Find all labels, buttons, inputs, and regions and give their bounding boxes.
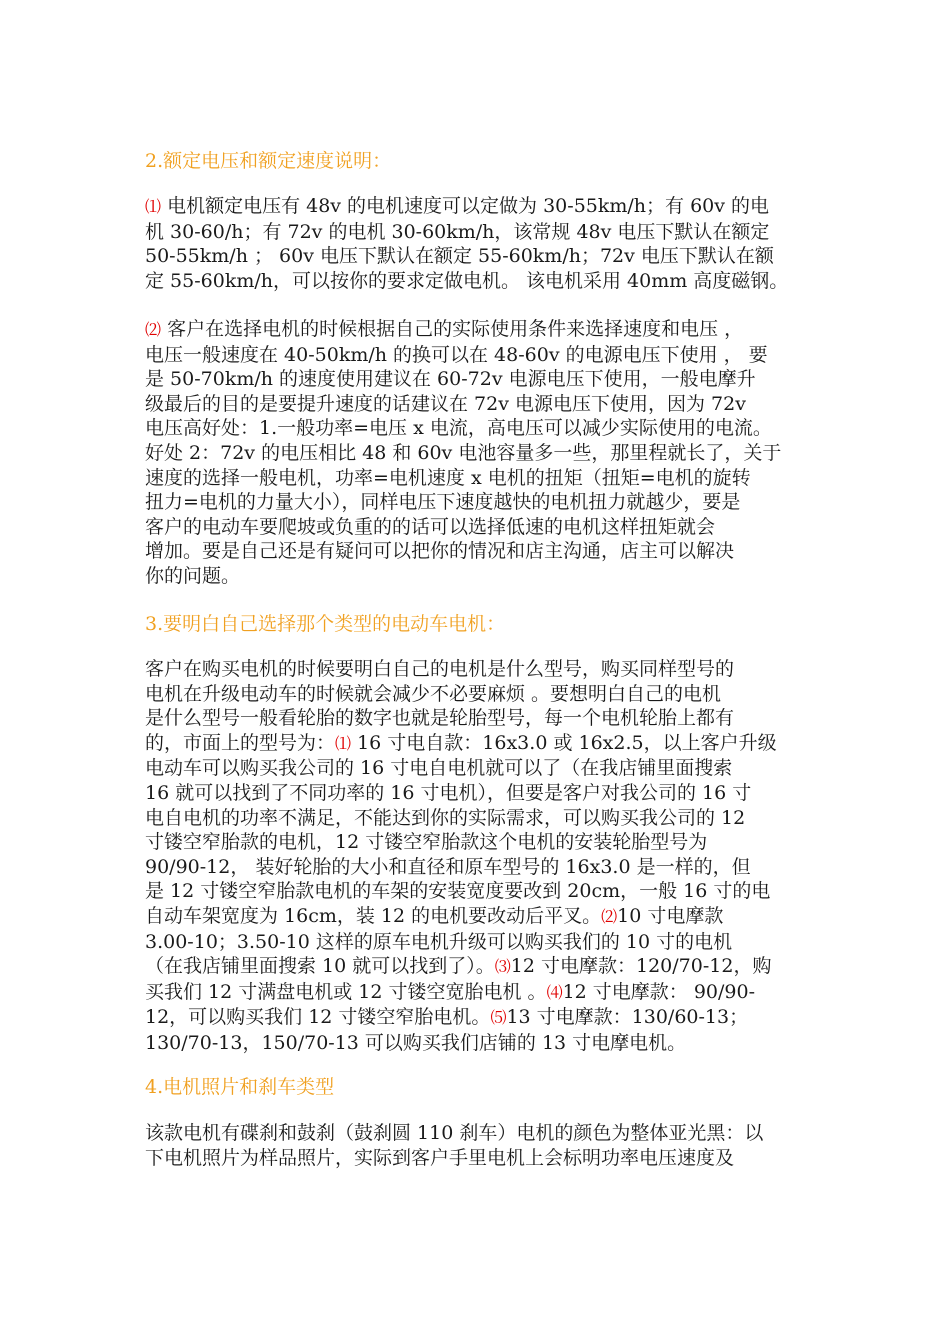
paragraph-line: 级最后的目的是要提升速度的话建议在 72v 电源电压下使用，因为 72v bbox=[145, 392, 746, 415]
paragraph-line: 是什么型号一般看轮胎的数字也就是轮胎型号，每一个电机轮胎上都有 bbox=[145, 707, 735, 730]
paragraph-line: 好处 2：72v 的电压相比 48 和 60v 电池容量多一些，那里程就长了，关于 bbox=[145, 441, 782, 464]
paragraph-line: 电自电机的功率不满足，不能达到你的实际需求，可以购买我公司的 12 bbox=[145, 806, 746, 829]
paragraph-line: 下电机照片为样品照片，实际到客户手里电机上会标明功率电压速度及 bbox=[145, 1146, 735, 1169]
paragraph-line: 定 55-60km/h，可以按你的要求定做电机。 该电机采用 40mm 高度磁钢。 bbox=[145, 269, 789, 292]
paragraph-line: 电动车可以购买我公司的 16 寸电自电机就可以了（在我店铺里面搜索 bbox=[145, 757, 733, 780]
section-2-paragraph-1 bbox=[145, 194, 810, 293]
paragraph-line: 客户的电动车要爬坡或负重的的话可以选择低速的电机这样扭矩就会 bbox=[145, 515, 716, 538]
section-3-heading: 3.要明白自己选择那个类型的电动车电机： bbox=[145, 613, 506, 635]
paragraph-line: 客户在购买电机的时候要明白自己的电机是什么型号，购买同样型号的 bbox=[145, 658, 735, 680]
paragraph-line: 机 30-60/h；有 72v 的电机 30-60km/h，该常规 48v 电压下默认在额定 bbox=[145, 220, 770, 243]
paragraph-line: 是 12 寸镂空窄胎款电机的车架的安装宽度要改到 20cm，一般 16 寸的电 bbox=[145, 880, 771, 903]
paragraph-line: 扭力=电机的力量大小），同样电压下速度越快的电机扭力就越少，要是 bbox=[145, 491, 741, 514]
paragraph-line: 增加。要是自己还是有疑问可以把你的情况和店主沟通，店主可以解决 bbox=[145, 540, 735, 563]
section-2-paragraph-2 bbox=[145, 317, 810, 589]
list-marker: ⑴ bbox=[145, 197, 162, 216]
paragraph-line: （在我店铺里面搜索 10 就可以找到了）。⑶12 寸电摩款：120/70-12，购 bbox=[145, 955, 772, 978]
list-marker: ⑴ bbox=[335, 733, 352, 753]
paragraph-line: ⑵ 客户在选择电机的时候根据自己的实际使用条件来选择速度和电压 ， bbox=[145, 318, 744, 340]
paragraph-line: 你的问题。 bbox=[145, 564, 241, 587]
list-marker: ⑷ bbox=[546, 982, 563, 1002]
list-marker: ⑵ bbox=[145, 320, 162, 339]
paragraph-line: 的，市面上的型号为：⑴ 16 寸电自款：16x3.0 或 16x2.5，以上客户升级 bbox=[145, 731, 777, 754]
paragraph-line: 90/90-12， 装好轮胎的大小和直径和原车型号的 16x3.0 是一样的，但 bbox=[145, 855, 751, 878]
paragraph-line: 电机在升级电动车的时候就会减少不必要麻烦 。要想明白自己的电机 bbox=[145, 682, 722, 705]
paragraph-line: 寸镂空窄胎款的电机，12 寸镂空窄胎款这个电机的安装轮胎型号为 bbox=[145, 831, 708, 854]
paragraph-line: 是 50-70km/h 的速度使用建议在 60-72v 电源电压下使用，一般电摩升 bbox=[145, 368, 756, 391]
paragraph-line: 该款电机有碟刹和鼓刹（鼓刹圆 110 刹车）电机的颜色为整体亚光黑：以 bbox=[145, 1122, 764, 1144]
paragraph-line: 16 就可以找到了不同功率的 16 寸电机），但要是客户对我公司的 16 寸 bbox=[145, 781, 752, 804]
paragraph-line: 3.00-10；3.50-10 这样的原车电机升级可以购买我们的 10 寸的电机 bbox=[145, 930, 733, 953]
paragraph-line: ⑴ 电机额定电压有 48v 的电机速度可以定做为 30-55km/h；有 60v 的电 bbox=[145, 195, 770, 217]
list-marker: ⑶ bbox=[494, 957, 511, 977]
list-marker: ⑸ bbox=[490, 1008, 507, 1028]
paragraph-line: 电压一般速度在 40-50km/h 的换可以在 48-60v 的电源电压下使用 ， 要 bbox=[145, 343, 768, 366]
paragraph-line: 12，可以购买我们 12 寸镂空窄胎电机。⑸13 寸电摩款：130/60-13； bbox=[145, 1006, 749, 1029]
paragraph-line: 50-55km/h ； 60v 电压下默认在额定 55-60km/h；72v 电压下默认在额 bbox=[145, 245, 774, 268]
paragraph-line: 买我们 12 寸满盘电机或 12 寸镂空宽胎电机 。⑷12 寸电摩款： 90/90- bbox=[145, 980, 756, 1003]
section-3-paragraph bbox=[145, 657, 810, 1056]
paragraph-line: 130/70-13，150/70-13 可以购买我们店铺的 13 寸电摩电机。 bbox=[145, 1031, 687, 1054]
paragraph-line: 自动车架宽度为 16cm，装 12 的电机要改动后平叉。⑵10 寸电摩款 bbox=[145, 904, 724, 927]
section-2-heading: 2.额定电压和额定速度说明： bbox=[145, 150, 392, 172]
paragraph-line: 电压高好处：1.一般功率=电压 x 电流，高电压可以减少实际使用的电流。 bbox=[145, 417, 772, 440]
list-marker: ⑵ bbox=[601, 906, 618, 926]
section-4-heading: 4.电机照片和刹车类型 bbox=[145, 1076, 335, 1098]
paragraph-line: 速度的选择一般电机，功率=电机速度 x 电机的扭矩（扭矩=电机的旋转 bbox=[145, 466, 751, 489]
section-4-paragraph bbox=[145, 1121, 810, 1170]
